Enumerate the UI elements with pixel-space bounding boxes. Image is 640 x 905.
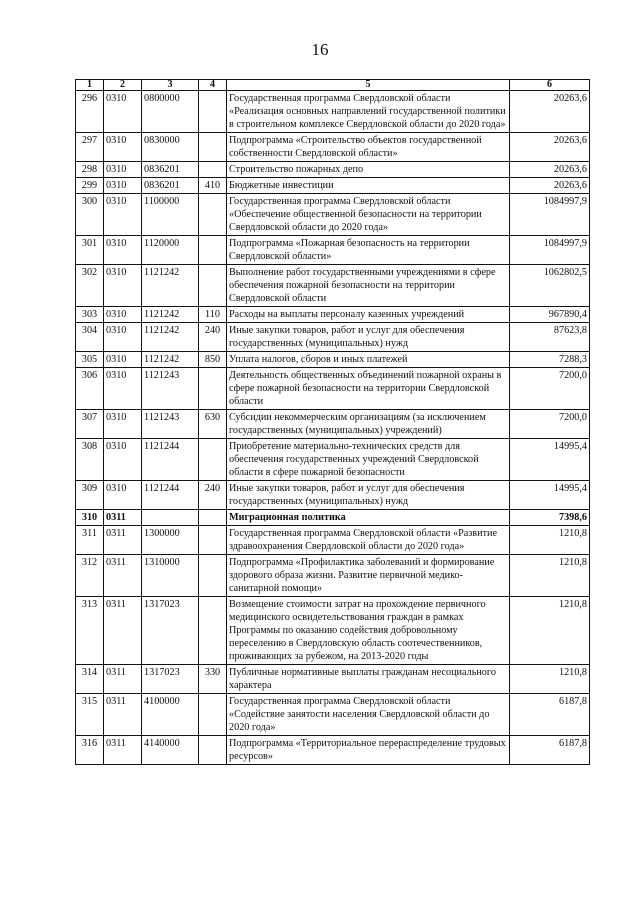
- table-row: [76, 352, 590, 368]
- table-row: [76, 410, 590, 439]
- table-row: [76, 91, 590, 133]
- target-article-cell: 0836201: [142, 178, 199, 194]
- section-code-cell: 0311: [104, 597, 142, 665]
- target-article-cell: [142, 510, 199, 526]
- row-number-cell: 313: [76, 597, 104, 665]
- description-cell: Строительство пожарных депо: [227, 162, 510, 178]
- table-row: [76, 236, 590, 265]
- amount-cell: 1210,8: [510, 555, 590, 597]
- expense-type-cell: [199, 555, 227, 597]
- table-row: [76, 133, 590, 162]
- section-code-cell: 0310: [104, 236, 142, 265]
- amount-cell: 1084997,9: [510, 236, 590, 265]
- row-number-cell: 305: [76, 352, 104, 368]
- amount-cell: 87623,8: [510, 323, 590, 352]
- target-article-cell: 1121244: [142, 481, 199, 510]
- column-header: 6: [510, 80, 590, 91]
- target-article-cell: 1121242: [142, 352, 199, 368]
- table-row: [76, 323, 590, 352]
- section-code-cell: 0311: [104, 510, 142, 526]
- row-number-cell: 307: [76, 410, 104, 439]
- section-code-cell: 0310: [104, 91, 142, 133]
- amount-cell: 1062802,5: [510, 265, 590, 307]
- amount-cell: 7398,6: [510, 510, 590, 526]
- table-row: [76, 510, 590, 526]
- description-cell: Выполнение работ государственными учреждениями в сфере обеспечения пожарной безопасности на территории Свердловской области: [227, 265, 510, 307]
- description-cell: Приобретение материально-технических средств для обеспечения государственных учреждений Свердловской области в сфере пожарной безопасности: [227, 439, 510, 481]
- description-cell: Подпрограмма «Пожарная безопасность на территории Свердловской области»: [227, 236, 510, 265]
- budget-table: [75, 79, 590, 765]
- description-cell: Расходы на выплаты персоналу казенных учреждений: [227, 307, 510, 323]
- expense-type-cell: [199, 694, 227, 736]
- row-number-cell: 306: [76, 368, 104, 410]
- description-cell: Бюджетные инвестиции: [227, 178, 510, 194]
- table-row: [76, 178, 590, 194]
- row-number-cell: 311: [76, 526, 104, 555]
- row-number-cell: 299: [76, 178, 104, 194]
- target-article-cell: 4140000: [142, 736, 199, 765]
- target-article-cell: 1317023: [142, 597, 199, 665]
- expense-type-cell: [199, 736, 227, 765]
- section-code-cell: 0310: [104, 439, 142, 481]
- description-cell: Возмещение стоимости затрат на прохождение первичного медицинского освидетельствования граждан в рамках Программы по оказанию содействия добровольному переселению в Свердловскую область соотечественников, проживающих за рубежом, на 2013-2020 годы: [227, 597, 510, 665]
- target-article-cell: 4100000: [142, 694, 199, 736]
- expense-type-cell: [199, 133, 227, 162]
- expense-type-cell: [199, 91, 227, 133]
- section-code-cell: 0310: [104, 178, 142, 194]
- target-article-cell: 0830000: [142, 133, 199, 162]
- expense-type-cell: 110: [199, 307, 227, 323]
- row-number-cell: 314: [76, 665, 104, 694]
- amount-cell: 7200,0: [510, 410, 590, 439]
- expense-type-cell: [199, 162, 227, 178]
- expense-type-cell: [199, 439, 227, 481]
- amount-cell: 7288,3: [510, 352, 590, 368]
- target-article-cell: 0800000: [142, 91, 199, 133]
- table-row: [76, 665, 590, 694]
- section-code-cell: 0310: [104, 481, 142, 510]
- section-code-cell: 0310: [104, 133, 142, 162]
- row-number-cell: 316: [76, 736, 104, 765]
- table-row: [76, 307, 590, 323]
- table-row: [76, 162, 590, 178]
- description-cell: Государственная программа Свердловской области «Реализация основных направлений государственной политики в строительном комплексе Свердловской области до 2020 года»: [227, 91, 510, 133]
- target-article-cell: 1121242: [142, 307, 199, 323]
- expense-type-cell: [199, 368, 227, 410]
- amount-cell: 6187,8: [510, 694, 590, 736]
- amount-cell: 20263,6: [510, 162, 590, 178]
- amount-cell: 1210,8: [510, 526, 590, 555]
- target-article-cell: 1121242: [142, 265, 199, 307]
- table-row: [76, 481, 590, 510]
- amount-cell: 14995,4: [510, 481, 590, 510]
- description-cell: Иные закупки товаров, работ и услуг для обеспечения государственных (муниципальных) нужд: [227, 481, 510, 510]
- expense-type-cell: 240: [199, 323, 227, 352]
- target-article-cell: 1121243: [142, 368, 199, 410]
- amount-cell: 7200,0: [510, 368, 590, 410]
- row-number-cell: 304: [76, 323, 104, 352]
- section-code-cell: 0310: [104, 368, 142, 410]
- expense-type-cell: [199, 194, 227, 236]
- section-code-cell: 0310: [104, 352, 142, 368]
- column-header: 5: [227, 80, 510, 91]
- row-number-cell: 302: [76, 265, 104, 307]
- row-number-cell: 296: [76, 91, 104, 133]
- target-article-cell: 1317023: [142, 665, 199, 694]
- row-number-cell: 297: [76, 133, 104, 162]
- section-code-cell: 0310: [104, 410, 142, 439]
- amount-cell: 1210,8: [510, 665, 590, 694]
- section-code-cell: 0311: [104, 555, 142, 597]
- row-number-cell: 309: [76, 481, 104, 510]
- description-cell: Государственная программа Свердловской области «Содействие занятости населения Свердловской области до 2020 года»: [227, 694, 510, 736]
- target-article-cell: 0836201: [142, 162, 199, 178]
- section-code-cell: 0310: [104, 162, 142, 178]
- row-number-cell: 301: [76, 236, 104, 265]
- table-row: [76, 555, 590, 597]
- column-header: 1: [76, 80, 104, 91]
- target-article-cell: 1121244: [142, 439, 199, 481]
- expense-type-cell: 410: [199, 178, 227, 194]
- table-row: [76, 265, 590, 307]
- description-cell: Уплата налогов, сборов и иных платежей: [227, 352, 510, 368]
- expense-type-cell: [199, 510, 227, 526]
- section-code-cell: 0311: [104, 736, 142, 765]
- target-article-cell: 1300000: [142, 526, 199, 555]
- section-code-cell: 0310: [104, 265, 142, 307]
- target-article-cell: 1310000: [142, 555, 199, 597]
- column-header: 3: [142, 80, 199, 91]
- description-cell: Подпрограмма «Профилактика заболеваний и формирование здорового образа жизни. Развитие первичной медико-санитарной помощи»: [227, 555, 510, 597]
- description-cell: Миграционная политика: [227, 510, 510, 526]
- row-number-cell: 315: [76, 694, 104, 736]
- amount-cell: 20263,6: [510, 133, 590, 162]
- section-code-cell: 0310: [104, 194, 142, 236]
- amount-cell: 1210,8: [510, 597, 590, 665]
- description-cell: Деятельность общественных объединений пожарной охраны в сфере пожарной безопасности на территории Свердловской области: [227, 368, 510, 410]
- amount-cell: 20263,6: [510, 178, 590, 194]
- expense-type-cell: [199, 265, 227, 307]
- expense-type-cell: 850: [199, 352, 227, 368]
- target-article-cell: 1100000: [142, 194, 199, 236]
- section-code-cell: 0311: [104, 665, 142, 694]
- section-code-cell: 0310: [104, 307, 142, 323]
- column-header: 4: [199, 80, 227, 91]
- table-row: [76, 439, 590, 481]
- row-number-cell: 310: [76, 510, 104, 526]
- expense-type-cell: 630: [199, 410, 227, 439]
- table-row: [76, 194, 590, 236]
- description-cell: Государственная программа Свердловской области «Развитие здравоохранения Свердловской области до 2020 года»: [227, 526, 510, 555]
- row-number-cell: 300: [76, 194, 104, 236]
- expense-type-cell: 330: [199, 665, 227, 694]
- table-body: [76, 91, 590, 765]
- description-cell: Субсидии некоммерческим организациям (за исключением государственных (муниципальных) учреждений): [227, 410, 510, 439]
- table-row: [76, 694, 590, 736]
- row-number-cell: 298: [76, 162, 104, 178]
- description-cell: Подпрограмма «Территориальное перераспределение трудовых ресурсов»: [227, 736, 510, 765]
- section-code-cell: 0311: [104, 526, 142, 555]
- section-code-cell: 0310: [104, 323, 142, 352]
- table-row: [76, 736, 590, 765]
- expense-type-cell: 240: [199, 481, 227, 510]
- row-number-cell: 308: [76, 439, 104, 481]
- section-code-cell: 0311: [104, 694, 142, 736]
- description-cell: Иные закупки товаров, работ и услуг для обеспечения государственных (муниципальных) нужд: [227, 323, 510, 352]
- amount-cell: 1084997,9: [510, 194, 590, 236]
- description-cell: Подпрограмма «Строительство объектов государственной собственности Свердловской области»: [227, 133, 510, 162]
- row-number-cell: 312: [76, 555, 104, 597]
- table-header-row: [76, 80, 590, 91]
- description-cell: Публичные нормативные выплаты гражданам несоциального характера: [227, 665, 510, 694]
- amount-cell: 20263,6: [510, 91, 590, 133]
- description-cell: Государственная программа Свердловской области «Обеспечение общественной безопасности на территории Свердловской области до 2020 года»: [227, 194, 510, 236]
- target-article-cell: 1121242: [142, 323, 199, 352]
- amount-cell: 6187,8: [510, 736, 590, 765]
- page-number: 16: [311, 40, 329, 59]
- amount-cell: 14995,4: [510, 439, 590, 481]
- target-article-cell: 1120000: [142, 236, 199, 265]
- amount-cell: 967890,4: [510, 307, 590, 323]
- expense-type-cell: [199, 236, 227, 265]
- expense-type-cell: [199, 597, 227, 665]
- target-article-cell: 1121243: [142, 410, 199, 439]
- table-row: [76, 526, 590, 555]
- table-row: [76, 368, 590, 410]
- row-number-cell: 303: [76, 307, 104, 323]
- expense-type-cell: [199, 526, 227, 555]
- table-row: [76, 597, 590, 665]
- column-header: 2: [104, 80, 142, 91]
